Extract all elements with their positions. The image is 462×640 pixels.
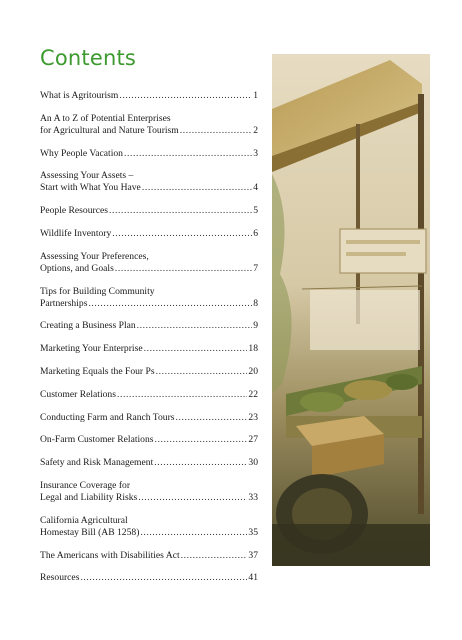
toc-entry-row <box>40 457 258 469</box>
toc-page-number: 27 <box>248 434 258 446</box>
dot-leader <box>117 389 247 401</box>
toc-page-number: 33 <box>248 491 258 503</box>
toc-entry-title-line: What is Agritourism <box>40 90 119 101</box>
dot-leader <box>138 492 247 504</box>
toc-page-number: 1 <box>253 90 258 101</box>
toc-entry-row <box>40 527 258 539</box>
toc-entry-row <box>40 90 258 102</box>
toc-page-number: 2 <box>253 124 258 136</box>
toc-page-number: 22 <box>248 388 258 400</box>
toc-entry-title-line: Tips for Building Community <box>40 285 155 297</box>
dot-leader <box>154 457 247 469</box>
toc-page-number: 35 <box>248 526 258 538</box>
toc-entry-title-line: Safety and Risk Management <box>40 457 154 469</box>
toc-entry-title-line: Insurance Coverage for <box>40 479 131 491</box>
dot-leader <box>137 320 253 332</box>
dot-leader <box>181 550 248 562</box>
toc-entry-title-line: Homestay Bill (AB 1258) <box>40 526 140 538</box>
toc-entry[interactable] <box>40 286 258 310</box>
toc-entry-row <box>40 148 258 160</box>
dot-leader <box>115 263 252 275</box>
dot-leader <box>155 434 248 446</box>
toc-page-number: 30 <box>248 457 258 469</box>
toc-entry-row <box>40 320 258 332</box>
toc-page-number: 5 <box>253 205 258 217</box>
toc-entry-title-line: Assessing Your Preferences, <box>40 250 149 262</box>
toc-page-number: 20 <box>248 365 258 377</box>
toc-entry-row <box>40 412 258 424</box>
toc-entry-row <box>40 125 258 137</box>
toc-entry[interactable] <box>40 90 258 102</box>
toc-entry[interactable] <box>40 412 258 424</box>
toc-entry-row <box>40 228 258 240</box>
toc-entry-row <box>40 366 258 378</box>
dot-leader <box>109 205 252 217</box>
toc-entry[interactable] <box>40 572 258 584</box>
toc-entry-title-line: California Agricultural <box>40 514 128 526</box>
dot-leader <box>124 148 252 160</box>
toc-entry-row <box>40 389 258 401</box>
toc-entry-row <box>40 263 258 275</box>
toc-entry-row <box>40 434 258 446</box>
toc-entry[interactable] <box>40 228 258 240</box>
table-of-contents <box>40 90 258 595</box>
toc-entry-row <box>40 182 258 194</box>
dot-leader <box>156 366 248 378</box>
toc-page-number: 7 <box>253 262 258 274</box>
toc-entry[interactable] <box>40 480 258 504</box>
toc-entry[interactable] <box>40 434 258 446</box>
dot-leader <box>140 527 247 539</box>
toc-page-number: 4 <box>253 182 258 194</box>
toc-entry-title-line: Legal and Liability Risks <box>40 491 138 503</box>
toc-entry-title-line: Wildlife Inventory <box>40 227 112 239</box>
toc-page-number: 18 <box>248 343 258 355</box>
toc-page-number: 6 <box>253 227 258 239</box>
toc-entry-title-line: Start with What You Have <box>40 182 141 194</box>
toc-entry[interactable] <box>40 343 258 355</box>
toc-entry[interactable] <box>40 320 258 332</box>
toc-entry-row <box>40 492 258 504</box>
dot-leader <box>88 298 252 310</box>
dot-leader <box>112 228 252 240</box>
toc-entry-title-line: Assessing Your Assets – <box>40 170 134 182</box>
toc-entry-title-line: Why People Vacation <box>40 147 123 159</box>
toc-entry-title-line: for Agricultural and Nature Tourism <box>40 124 179 136</box>
toc-entry-row <box>40 343 258 355</box>
dot-leader <box>180 125 252 137</box>
toc-entry-title-line: Options, and Goals <box>40 262 114 274</box>
dot-leader <box>80 572 247 584</box>
toc-page-number: 37 <box>248 549 258 561</box>
dot-leader <box>176 412 248 424</box>
toc-entry[interactable] <box>40 515 258 539</box>
toc-entry[interactable] <box>40 148 258 160</box>
toc-entry-row <box>40 205 258 217</box>
toc-page-number: 8 <box>253 297 258 309</box>
toc-entry[interactable] <box>40 170 258 194</box>
toc-page-number: 23 <box>248 411 258 423</box>
toc-entry-title-line: The Americans with Disabilities Act <box>40 549 180 561</box>
toc-entry-row <box>40 572 258 584</box>
toc-entry-title-line: Partnerships <box>40 297 88 309</box>
toc-entry-title-line: People Resources <box>40 205 108 217</box>
toc-entry[interactable] <box>40 366 258 378</box>
toc-entry-title-line: Resources <box>40 572 80 584</box>
toc-entry-row <box>40 550 258 562</box>
toc-entry[interactable] <box>40 113 258 137</box>
toc-entry[interactable] <box>40 251 258 275</box>
toc-entry-title-line: On-Farm Customer Relations <box>40 434 154 446</box>
toc-entry-title-line: Marketing Equals the Four Ps <box>40 365 155 377</box>
toc-entry[interactable] <box>40 550 258 562</box>
dot-leader <box>142 182 252 194</box>
dot-leader <box>119 90 252 102</box>
toc-entry-title-line: Marketing Your Enterprise <box>40 343 143 355</box>
toc-entry[interactable] <box>40 389 258 401</box>
toc-entry[interactable] <box>40 457 258 469</box>
toc-entry[interactable] <box>40 205 258 217</box>
toc-entry-title-line: Customer Relations <box>40 388 116 400</box>
toc-page-number: 41 <box>248 572 258 584</box>
toc-entry-title-line: Conducting Farm and Ranch Tours <box>40 411 175 423</box>
dot-leader <box>144 343 248 355</box>
page-title: Contents <box>40 46 137 70</box>
toc-entry-title-line: Creating a Business Plan <box>40 320 136 332</box>
toc-page-number: 3 <box>253 147 258 159</box>
farm-stand-photo <box>272 54 430 566</box>
farm-stand-illustration <box>272 54 430 566</box>
toc-entry-title-line: An A to Z of Potential Enterprises <box>40 112 171 124</box>
toc-page-number: 9 <box>253 320 258 332</box>
toc-entry-row <box>40 298 258 310</box>
